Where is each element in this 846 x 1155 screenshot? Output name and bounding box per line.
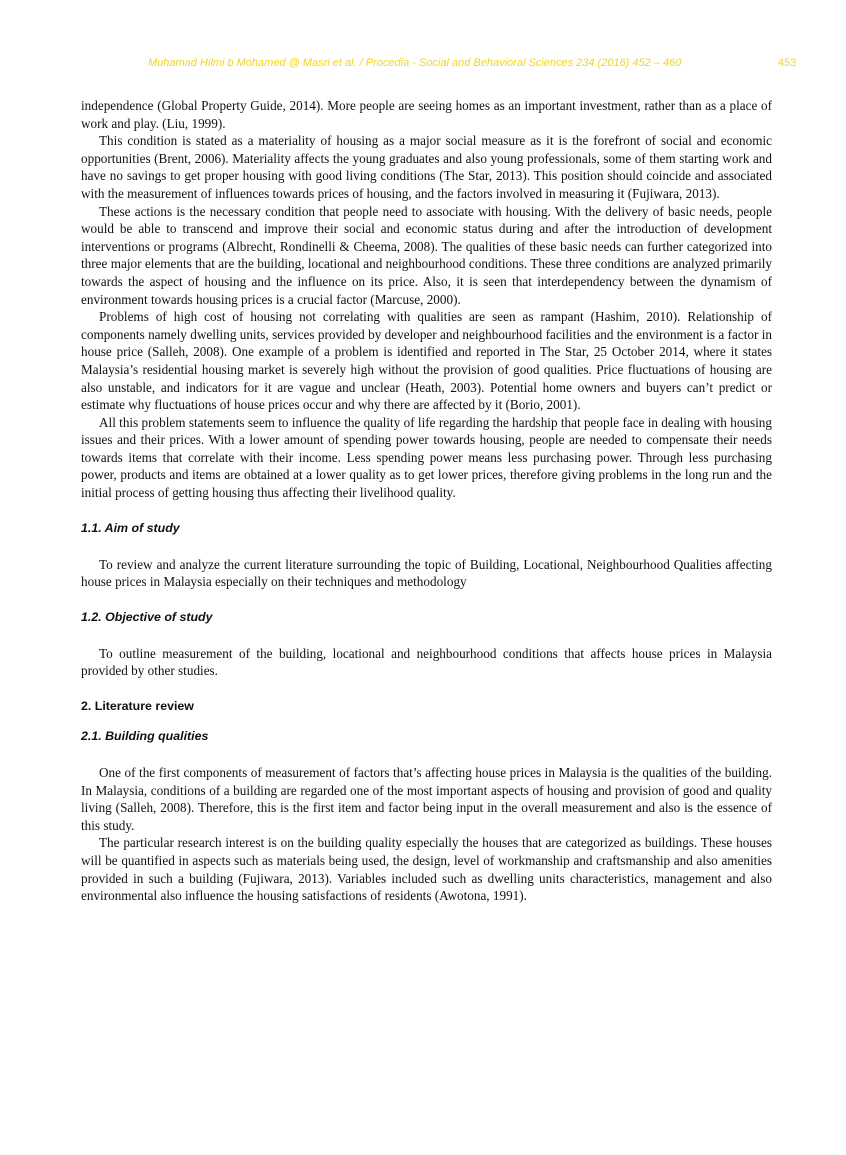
- article-body: [81, 97, 772, 905]
- literature-review-heading: 2. Literature review: [81, 699, 194, 714]
- aim-of-study-heading: 1.1. Aim of study: [81, 520, 180, 535]
- body-paragraph: independence (Global Property Guide, 2014). More people are seeing homes as an important investment, rather than as a place of work and play. (Liu, 1999).: [81, 98, 772, 131]
- body-paragraph: All this problem statements seem to influence the quality of life regarding the hardship that people face in dealing with housing issues and their prices. With a lower amount of spending power towards housing, people are needed to compensate their needs towards items that correlate with their income. Less spending power means less purchasing power. Through less purchasing power, products and items are obtained at a lower quality as to get lower prices, therefore giving problems in the long run and the initial process of getting housing thus affecting their livelihood quality.: [81, 414, 772, 501]
- body-paragraph: One of the first components of measurement of factors that’s affecting house prices in Malaysia is the qualities of the building. In Malaysia, conditions of a building are regarded one of the most important aspects of housing and provision of good and quality living (Salleh, 2008). Therefore, this is the first item and factor being input in the overall measurement and also is the essence of this study.: [81, 765, 772, 833]
- objective-of-study-text: To outline measurement of the building, locational and neighbourhood conditions that affects house prices in Malaysia provided by other studies.: [81, 645, 772, 679]
- page-number: 453: [778, 57, 797, 69]
- objective-of-study-heading: 1.2. Objective of study: [81, 609, 213, 624]
- journal-citation: Muhamad Hilmi b Mohamed @ Masri et al. / Procedia - Social and Behavioral Sciences 234 (2016) 452 – 460: [148, 57, 682, 69]
- building-qualities-heading: 2.1. Building qualities: [81, 729, 209, 744]
- body-paragraph: This condition is stated as a materiality of housing as a major social measure as it is the forefront of social and economic opportunities (Brent, 2006). Materiality affects the young graduates and also young professionals, some of them starting work and have no savings to get proper housing with good living conditions (The Star, 2013). This position should coincide and associated with the measurement of influences towards prices of housing, and the factors involved in measuring it (Fujiwara, 2013).: [81, 133, 772, 201]
- body-paragraph: Problems of high cost of housing not correlating with qualities are seen as rampant (Hashim, 2010). Relationship of components namely dwelling units, services provided by developer and neighbourhood facilities and the environment is a factor in house price (Salleh, 2008). One example of a problem is identified and reported in The Star, 25 October 2014, where it states Malaysia’s residential housing market is severely high without the provision of good qualities. Price fluctuations of housing are also unstable, and indicators for it are vague and unclear (Heath, 2003). Potential home owners and buyers can’t predict or estimate why fluctuations of house prices occur and why there are affected by it (Borio, 2001).: [81, 309, 772, 413]
- body-paragraph: These actions is the necessary condition that people need to associate with housing. With the delivery of basic needs, people would be able to transcend and improve their social and economic status during and after the introduction of development interventions or programs (Albrecht, Rondinelli & Cheema, 2008). The qualities of these basic needs can further categorized into three major elements that are the building, locational and neighbourhood conditions. These three conditions are analyzed primarily towards the aspect of housing and the influence on its price. Also, it is seen that interdependency between the dynamism of environment towards housing prices is a crucial factor (Marcuse, 2000).: [81, 203, 772, 307]
- aim-of-study-text: To review and analyze the current literature surrounding the topic of Building, Locational, Neighbourhood Qualities affecting house prices in Malaysia especially on their techniques and methodology: [81, 556, 772, 590]
- body-paragraph: The particular research interest is on the building quality especially the houses that are categorized as buildings. These houses will be quantified in aspects such as materials being used, the design, level of workmanship and craftsmanship and also amenities provided in such a building (Fujiwara, 2013). Variables included such as dwelling units characteristics, management and also environmental also influence the housing satisfactions of residents (Awotona, 1991).: [81, 835, 772, 904]
- running-header: [0, 57, 846, 73]
